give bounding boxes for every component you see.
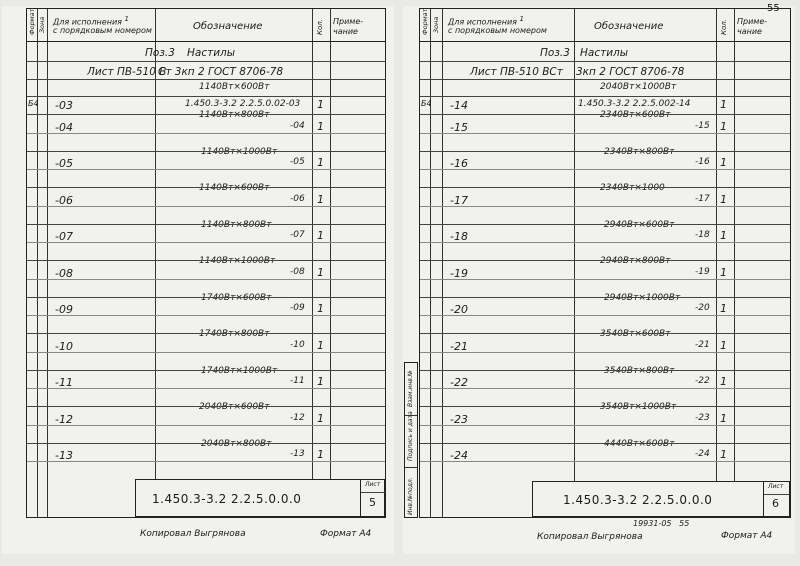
title-block-right bbox=[532, 481, 790, 517]
col-divider bbox=[47, 9, 48, 517]
item-size: 2340Вт×600Вт bbox=[600, 110, 671, 120]
header-variant-line1: Для исполнения $^1$ bbox=[448, 15, 524, 27]
row-divider bbox=[27, 333, 385, 334]
sheet-box-divider bbox=[361, 492, 385, 493]
row-divider bbox=[27, 279, 385, 280]
material-sheet: Лист ПВ-510 В bbox=[87, 66, 167, 78]
row-divider bbox=[420, 333, 790, 334]
spec-table-left bbox=[26, 8, 386, 518]
row-divider bbox=[27, 461, 385, 462]
item-quantity: 1 bbox=[720, 302, 727, 315]
row-divider bbox=[27, 79, 385, 80]
item-number: -07 bbox=[55, 230, 73, 243]
item-number: -16 bbox=[450, 157, 468, 170]
material-sheet: Лист ПВ-510 ВСт bbox=[470, 66, 563, 78]
title-code: 1.450.3-3.2 2.2.5.0.0.0 bbox=[563, 493, 713, 507]
row-divider bbox=[420, 443, 790, 444]
format-mark: Б4 bbox=[28, 99, 39, 108]
item-number: -21 bbox=[450, 339, 468, 353]
row-divider bbox=[420, 297, 790, 298]
header-format: Формат bbox=[421, 8, 429, 35]
header-designation: Обозначение bbox=[193, 21, 263, 32]
item-designation: -21 bbox=[695, 339, 710, 350]
item-designation: -08 bbox=[290, 266, 305, 277]
row-divider bbox=[27, 242, 385, 243]
item-number: -06 bbox=[55, 193, 73, 207]
col-divider bbox=[37, 9, 38, 517]
item-quantity: 1 bbox=[720, 192, 727, 206]
sheet-box bbox=[763, 482, 784, 516]
item-quantity: 1 bbox=[317, 448, 324, 461]
row-divider bbox=[27, 206, 385, 207]
row-divider bbox=[27, 151, 385, 152]
item-quantity: 1 bbox=[317, 302, 324, 315]
title-block-left bbox=[135, 479, 385, 517]
item-number: -09 bbox=[55, 303, 73, 316]
row-divider bbox=[27, 224, 385, 225]
item-size: 2040Вт×800Вт bbox=[201, 438, 272, 449]
header-divider bbox=[27, 41, 385, 42]
item-designation: -15 bbox=[695, 120, 710, 131]
position-label: Поз.3 bbox=[540, 47, 570, 59]
strip-text-inventory: Инв.№подл. bbox=[407, 477, 414, 515]
row-divider bbox=[420, 96, 790, 97]
item-quantity: 1 bbox=[317, 265, 324, 279]
item-size: 2940Вт×1000Вт bbox=[604, 292, 681, 303]
item-number: -17 bbox=[450, 193, 468, 207]
row-divider bbox=[420, 279, 790, 280]
item-number: -05 bbox=[55, 157, 73, 170]
item-number: -13 bbox=[55, 449, 73, 462]
item-size: 2940Вт×600Вт bbox=[604, 219, 675, 230]
footer-copied-by: Копировал Выгрянова bbox=[140, 529, 246, 539]
item-number: -20 bbox=[450, 303, 468, 316]
item-number: -15 bbox=[450, 120, 468, 134]
position-name: Настилы bbox=[580, 47, 629, 59]
item-size: 1740Вт×600Вт bbox=[201, 292, 272, 303]
material-standard: 3кп 2 ГОСТ 8706-78 bbox=[576, 66, 685, 78]
strip-text-replace: Взам.инв.№ bbox=[407, 370, 414, 407]
item-quantity: 1 bbox=[720, 448, 727, 461]
sheet-box-divider bbox=[764, 494, 790, 495]
item-designation: 1.450.3-3.2 2.2.5.002-14 bbox=[578, 99, 691, 109]
item-number: -03 bbox=[55, 99, 73, 112]
strip-divider bbox=[405, 467, 417, 468]
footer-copied-by: Копировал Выгрянова bbox=[537, 532, 643, 542]
item-quantity: 1 bbox=[317, 229, 324, 242]
item-size: 2940Вт×800Вт bbox=[600, 256, 671, 266]
row-divider bbox=[420, 352, 790, 353]
row-divider bbox=[27, 406, 385, 407]
header-divider bbox=[420, 41, 790, 42]
item-designation: -06 bbox=[290, 193, 305, 204]
row-divider bbox=[27, 425, 385, 426]
row-divider bbox=[27, 443, 385, 444]
item-size: 2340Вт×1000 bbox=[600, 183, 665, 193]
footer-format: Формат А4 bbox=[721, 531, 773, 541]
sheet-number: 6 bbox=[772, 497, 779, 510]
item-number: -23 bbox=[450, 412, 468, 426]
inventory-number: 19931-05 55 bbox=[633, 519, 690, 528]
item-quantity: 1 bbox=[317, 411, 324, 425]
item-designation: -24 bbox=[695, 449, 710, 459]
row-divider bbox=[420, 79, 790, 80]
header-variant-line2: с порядковым номером bbox=[448, 26, 547, 35]
item-size: 1140Вт×600Вт bbox=[199, 82, 270, 92]
item-designation: -17 bbox=[695, 193, 710, 204]
row-divider bbox=[27, 169, 385, 170]
item-size: 1140Вт×1000Вт bbox=[199, 256, 276, 266]
item-designation: -13 bbox=[290, 449, 305, 459]
item-designation: -04 bbox=[290, 120, 305, 131]
item-quantity: 1 bbox=[720, 411, 727, 425]
row-divider bbox=[27, 388, 385, 389]
row-divider bbox=[420, 425, 790, 426]
item-size: 1740Вт×1000Вт bbox=[201, 365, 278, 376]
item-quantity: 1 bbox=[317, 156, 324, 169]
header-qty: Кол. bbox=[316, 19, 324, 35]
item-quantity: 1 bbox=[720, 338, 727, 352]
col-divider bbox=[442, 9, 443, 517]
row-divider bbox=[420, 133, 790, 134]
item-designation: -09 bbox=[290, 303, 305, 313]
sheet-box bbox=[360, 480, 381, 516]
item-number: -24 bbox=[450, 449, 468, 462]
row-divider bbox=[27, 370, 385, 371]
row-divider bbox=[420, 169, 790, 170]
row-divider bbox=[420, 406, 790, 407]
item-quantity: 1 bbox=[720, 229, 727, 242]
row-divider bbox=[27, 96, 385, 97]
sheet-left bbox=[2, 6, 394, 554]
item-quantity: 1 bbox=[720, 98, 727, 111]
item-designation: -20 bbox=[695, 303, 710, 313]
item-designation: -16 bbox=[695, 157, 710, 167]
item-number: -11 bbox=[55, 376, 73, 389]
item-quantity: 1 bbox=[317, 338, 324, 352]
row-divider bbox=[420, 315, 790, 316]
item-size: 1140Вт×800Вт bbox=[199, 110, 270, 120]
item-size: 2040Вт×600Вт bbox=[199, 402, 270, 412]
item-quantity: 1 bbox=[720, 375, 727, 388]
sheet-number: 5 bbox=[369, 496, 376, 509]
row-divider bbox=[27, 61, 385, 62]
position-name: Настилы bbox=[187, 47, 236, 59]
side-stamp-strip bbox=[404, 362, 418, 518]
row-divider bbox=[420, 388, 790, 389]
item-number: -10 bbox=[55, 339, 73, 353]
row-divider bbox=[420, 461, 790, 462]
row-divider bbox=[27, 352, 385, 353]
row-divider bbox=[420, 224, 790, 225]
item-number: -04 bbox=[55, 120, 73, 134]
title-code: 1.450.3-3.2 2.2.5.0.0.0 bbox=[152, 492, 302, 506]
row-divider bbox=[420, 370, 790, 371]
row-divider bbox=[420, 242, 790, 243]
item-size: 2340Вт×800Вт bbox=[604, 146, 675, 157]
item-quantity: 1 bbox=[317, 375, 324, 388]
strip-text-signature: Подпись и дата bbox=[407, 411, 414, 461]
item-quantity: 1 bbox=[317, 119, 324, 133]
item-number: -14 bbox=[450, 99, 468, 112]
item-number: -22 bbox=[450, 376, 468, 389]
row-divider bbox=[27, 315, 385, 316]
item-size: 1140Вт×600Вт bbox=[199, 183, 270, 193]
item-designation: -10 bbox=[290, 339, 305, 350]
footer-format: Формат А4 bbox=[320, 529, 372, 539]
position-label: Поз.3 bbox=[145, 47, 175, 59]
row-divider bbox=[27, 187, 385, 188]
row-divider bbox=[27, 297, 385, 298]
item-quantity: 1 bbox=[720, 265, 727, 279]
header-qty: Кол. bbox=[720, 19, 728, 35]
item-size: 4440Вт×600Вт bbox=[604, 438, 675, 449]
item-quantity: 1 bbox=[720, 119, 727, 133]
header-designation: Обозначение bbox=[594, 21, 664, 32]
header-format: Формат bbox=[28, 8, 36, 35]
item-designation: -18 bbox=[695, 230, 710, 240]
sheet-label: Лист bbox=[365, 481, 381, 488]
item-size: 3540Вт×600Вт bbox=[600, 329, 671, 339]
item-designation: -07 bbox=[290, 230, 305, 240]
item-size: 2040Вт×1000Вт bbox=[600, 82, 677, 92]
header-variant-line2: с порядковым номером bbox=[53, 26, 152, 35]
item-designation: 1.450.3-3.2 2.2.5.0.02-03 bbox=[185, 99, 301, 109]
item-size: 1140Вт×800Вт bbox=[201, 219, 272, 230]
row-divider bbox=[420, 260, 790, 261]
sheet-label: Лист bbox=[768, 483, 784, 490]
item-size: 3540Вт×1000Вт bbox=[600, 402, 677, 412]
header-zone: Зона bbox=[432, 16, 440, 33]
item-designation: -19 bbox=[695, 266, 710, 277]
item-designation: -05 bbox=[290, 157, 305, 167]
item-number: -18 bbox=[450, 230, 468, 243]
header-note-line1: Приме- bbox=[737, 17, 768, 26]
item-number: -12 bbox=[55, 412, 73, 426]
format-mark: Б4 bbox=[421, 99, 432, 108]
row-divider bbox=[420, 151, 790, 152]
item-quantity: 1 bbox=[720, 156, 727, 169]
item-number: -08 bbox=[55, 266, 73, 280]
item-quantity: 1 bbox=[317, 98, 324, 111]
item-designation: -22 bbox=[695, 376, 710, 386]
item-size: 1140Вт×1000Вт bbox=[201, 146, 278, 157]
header-note-line2: чание bbox=[333, 27, 358, 36]
header-variant-line1: Для исполнения $^1$ bbox=[53, 15, 129, 27]
row-divider bbox=[27, 133, 385, 134]
row-divider bbox=[420, 187, 790, 188]
header-note-line1: Приме- bbox=[333, 17, 364, 26]
row-divider bbox=[27, 260, 385, 261]
item-number: -19 bbox=[450, 266, 468, 280]
row-divider bbox=[420, 206, 790, 207]
item-designation: -11 bbox=[290, 376, 305, 386]
item-size: 3540Вт×800Вт bbox=[604, 365, 675, 376]
item-designation: -23 bbox=[695, 412, 710, 423]
row-divider bbox=[420, 61, 790, 62]
material-standard: Ст 3кп 2 ГОСТ 8706-78 bbox=[158, 66, 284, 78]
row-divider bbox=[27, 114, 385, 115]
item-quantity: 1 bbox=[317, 192, 324, 206]
item-designation: -12 bbox=[290, 412, 305, 423]
row-divider bbox=[420, 114, 790, 115]
header-zone: Зона bbox=[38, 16, 46, 33]
page-number: 55 bbox=[767, 3, 780, 14]
spec-table-right bbox=[419, 8, 791, 518]
item-size: 1740Вт×800Вт bbox=[199, 329, 270, 339]
sheet-right bbox=[403, 3, 795, 554]
header-note-line2: чание bbox=[737, 27, 762, 36]
col-divider bbox=[430, 9, 431, 517]
